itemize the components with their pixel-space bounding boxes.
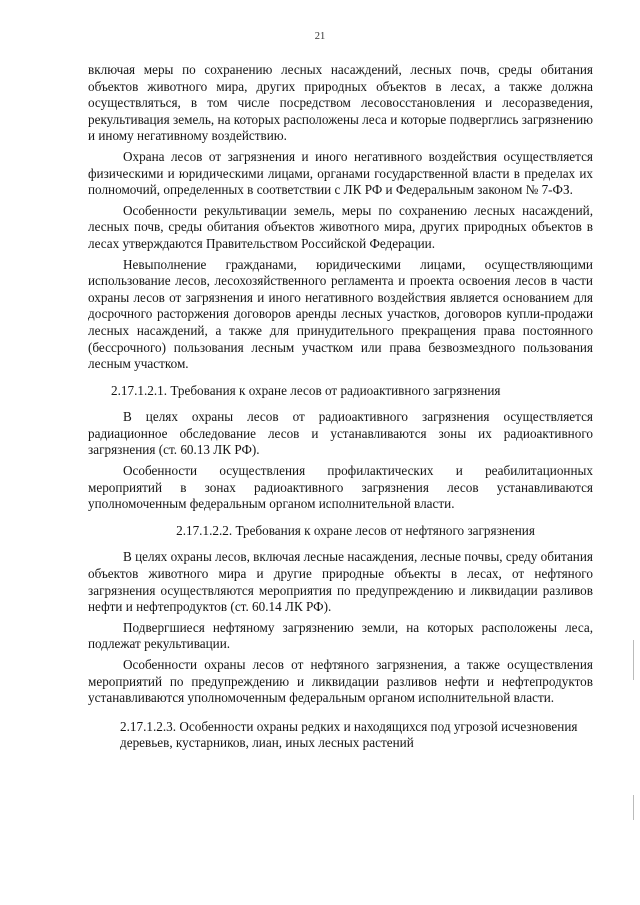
scan-edge-mark — [633, 640, 634, 680]
section-heading-oil: 2.17.1.2.2. Требования к охране лесов от нефтяного загрязнения — [176, 522, 535, 538]
page-body — [88, 62, 593, 762]
paragraph-oil-recultivation: Подвергшиеся нефтяному загрязнению земли, на которых расположены леса, подлежат рекультивации. — [88, 619, 593, 652]
paragraph-oil-spill-measures: В целях охраны лесов, включая лесные насаждения, лесные почвы, среду обитания объектов животного мира и другие природные объекты в лесах, от нефтяного загрязнения осуществляются мероприятия по предупреждению и ликвидации разливов нефти и нефтепродуктов (ст. 60.14 ЛК РФ). — [88, 549, 593, 615]
paragraph-rehabilitation-measures: Особенности осуществления профилактических и реабилитационных мероприятий в зонах радиоактивного загрязнения лесов устанавливаются уполномоченным федеральным органом исполнительной власти. — [88, 463, 593, 512]
section-heading-rare-plants: 2.17.1.2.3. Особенности охраны редких и находящихся под угрозой исчезновения деревьев, кустарников, лиан, иных лесных растений — [120, 718, 578, 751]
paragraph-continuation: включая меры по сохранению лесных насаждений, лесных почв, среды обитания объектов животного мира, других природных объектов в лесах, а также должна осуществляться, в том числе посредством лесовосстановления и лесоразведения, рекультивация земель, на которых расположены леса и которые подверглись загрязнению и иному негативному воздействию. — [88, 62, 593, 144]
paragraph-radiation-survey: В целях охраны лесов от радиоактивного загрязнения осуществляется радиационное обследование лесов и устанавливаются зоны их радиоактивного загрязнения (ст. 60.13 ЛК РФ). — [88, 409, 593, 458]
paragraph-recultivation-features: Особенности рекультивации земель, меры по сохранению лесных насаждений, лесных почв, среды обитания объектов животного мира, других природных объектов в лесах утверждаются Правительством Российской Федерации. — [88, 202, 593, 251]
page-number: 21 — [314, 31, 326, 42]
scan-edge-mark — [633, 795, 634, 820]
section-heading-radioactive: 2.17.1.2.1. Требования к охране лесов от радиоактивного загрязнения — [111, 382, 501, 398]
paragraph-oil-authority: Особенности охраны лесов от нефтяного загрязнения, а также осуществления мероприятий по предупреждению и ликвидации разливов нефти и нефтепродуктов устанавливаются уполномоченным федеральным органом исполнительной власти. — [88, 657, 593, 706]
paragraph-contract-termination: Невыполнение гражданами, юридическими лицами, осуществляющими использование лесов, лесохозяйственного регламента и проекта освоения лесов в части охраны лесов от загрязнения и иного негативного воздействия является основанием для досрочного расторжения договоров аренды лесных участков, договоров купли-продажи лесных насаждений, а также для принудительного прекращения права постоянного (бессрочного) пользования лесным участком или права безвозмездного пользования лесным участком. — [88, 256, 593, 372]
paragraph-protection-responsibility: Охрана лесов от загрязнения и иного негативного воздействия осуществляется физическими и юридическими лицами, органами государственной власти в пределах их полномочий, определенных в соответствии с ЛК РФ и Федеральным законом № 7-ФЗ. — [88, 148, 593, 198]
